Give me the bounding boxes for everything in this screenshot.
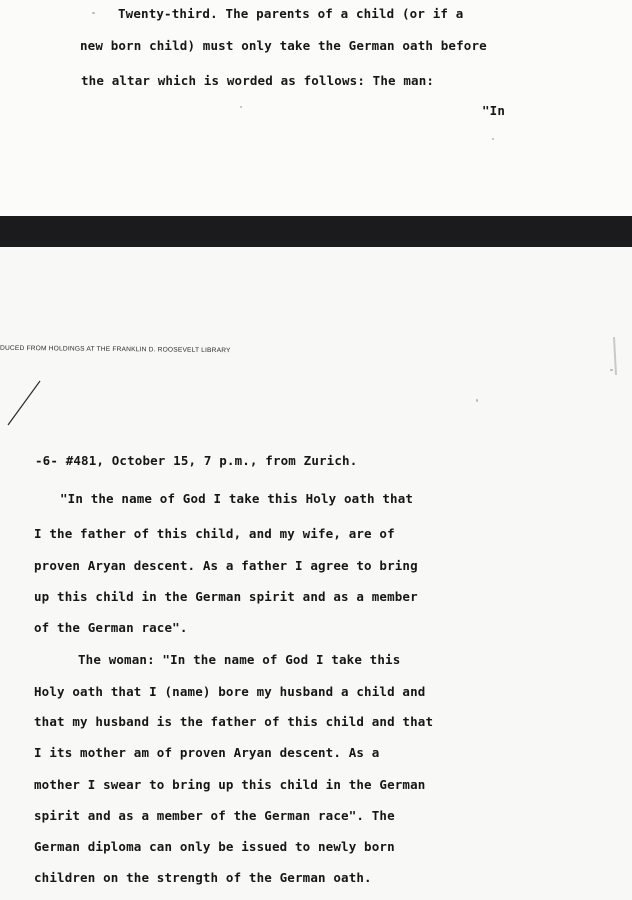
text-line: I its mother am of proven Aryan descent. As a <box>34 745 380 760</box>
text-line: new born child) must only take the German oath before <box>80 38 487 53</box>
archive-stamp: DUCED FROM HOLDINGS AT THE FRANKLIN D. ROOSEVELT LIBRARY <box>0 344 231 355</box>
telegram-header: -6- #481, October 15, 7 p.m., from Zurich. <box>35 453 358 468</box>
pen-mark <box>2 377 62 437</box>
text-line: children on the strength of the German oath. <box>34 870 372 885</box>
text-line: I the father of this child, and my wife, are of <box>34 526 395 541</box>
text-line: that my husband is the father of this child and that <box>34 714 434 729</box>
text-line: proven Aryan descent. As a father I agree to bring <box>34 558 418 573</box>
paper-speck <box>610 369 613 371</box>
paper-speck <box>476 399 478 402</box>
text-line: "In <box>482 103 506 118</box>
text-line: spirit and as a member of the German race". The <box>34 808 395 823</box>
text-line: Twenty-third. The parents of a child (or if a <box>118 6 464 21</box>
paper-speck <box>240 106 242 108</box>
top-document-page <box>0 0 632 216</box>
text-line: of the German race". <box>34 620 188 635</box>
paper-speck <box>92 12 95 14</box>
page-divider <box>0 216 632 247</box>
text-line: Holy oath that I (name) bore my husband a child and <box>34 684 426 699</box>
text-line: the altar which is worded as follows: The man: <box>81 73 435 88</box>
text-line: mother I swear to bring up this child in the German <box>34 777 426 792</box>
bottom-document-page <box>0 247 632 900</box>
paper-speck <box>492 138 494 140</box>
text-line: up this child in the German spirit and as a member <box>34 589 418 604</box>
text-line: "In the name of God I take this Holy oath that <box>60 491 414 506</box>
page-edge-mark <box>600 335 630 385</box>
text-line: German diploma can only be issued to newly born <box>34 839 395 854</box>
text-line: The woman: "In the name of God I take this <box>78 652 401 667</box>
